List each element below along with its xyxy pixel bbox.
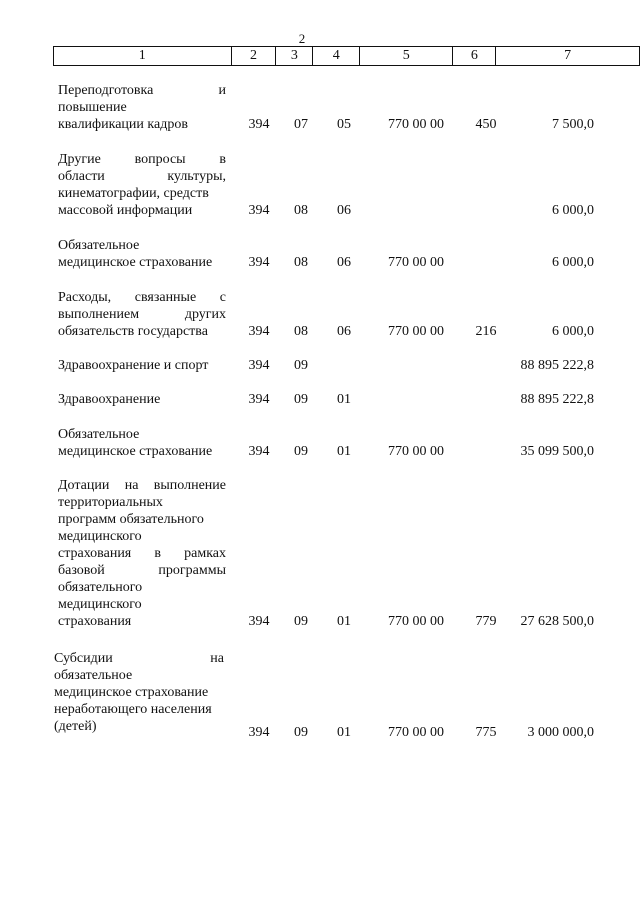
row-name-line: обязательств государства [58, 324, 208, 339]
row-name-line: медицинское страхование [58, 255, 213, 270]
cell-c6: 450 [475, 117, 497, 132]
row-name [58, 477, 226, 630]
table-row [0, 650, 640, 740]
cell-c4: 06 [337, 324, 351, 339]
cell-c7: 7 500,0 [552, 117, 594, 132]
row-name-line: Субсидии на [54, 651, 224, 666]
row-name-line: массовой информации [58, 203, 193, 218]
row-name-line: Расходы, связанные с [58, 290, 226, 305]
row-name-line: программ обязательного [58, 512, 204, 527]
row-name-line: медицинского [58, 597, 142, 612]
cell-c2: 394 [248, 444, 270, 459]
row-name-line: (детей) [54, 719, 97, 734]
row-name-line: Обязательное [58, 427, 140, 442]
table-row [0, 289, 640, 340]
cell-c7: 88 895 222,8 [520, 392, 594, 407]
cell-c6: 216 [475, 324, 497, 339]
cell-c4: 06 [337, 203, 351, 218]
table-row [0, 82, 640, 133]
cell-c4: 01 [337, 725, 351, 740]
row-name [58, 151, 226, 219]
header-row [54, 47, 640, 66]
cell-c7: 6 000,0 [552, 324, 594, 339]
cell-c7: 35 099 500,0 [520, 444, 594, 459]
row-name-line: территориальных [58, 495, 163, 510]
header-cell-2: 2 [231, 47, 276, 66]
cell-c5: 770 00 00 [388, 725, 444, 740]
row-name-line: страхования в рамках [58, 546, 226, 561]
row-name-line: выполнением других [58, 307, 226, 322]
header-cell-4: 4 [313, 47, 360, 66]
cell-c3: 08 [294, 324, 308, 339]
row-name-line: страхования [58, 614, 132, 629]
cell-c4: 06 [337, 255, 351, 270]
cell-c7: 6 000,0 [552, 255, 594, 270]
row-name-line: медицинское страхование [54, 685, 209, 700]
table-row [0, 237, 640, 271]
row-name [58, 391, 226, 408]
cell-c2: 394 [248, 614, 270, 629]
cell-c3: 08 [294, 255, 308, 270]
cell-c5: 770 00 00 [388, 444, 444, 459]
row-name [58, 82, 226, 133]
cell-c2: 394 [248, 324, 270, 339]
cell-c5: 770 00 00 [388, 255, 444, 270]
cell-c3: 09 [294, 725, 308, 740]
header-cell-6: 6 [453, 47, 496, 66]
cell-c3: 09 [294, 444, 308, 459]
row-name-line: медицинское страхование [58, 444, 213, 459]
cell-c2: 394 [248, 203, 270, 218]
row-name-line: Здравоохранение и спорт [58, 358, 209, 373]
cell-c4: 01 [337, 444, 351, 459]
cell-c6: 775 [475, 725, 497, 740]
row-name-line: медицинского [58, 529, 142, 544]
cell-c4: 01 [337, 392, 351, 407]
table-row [0, 357, 640, 374]
row-name [58, 357, 238, 374]
row-name-line: квалификации кадров [58, 117, 188, 132]
row-name [58, 289, 226, 340]
header-cell-3: 3 [276, 47, 313, 66]
header-cell-7: 7 [496, 47, 640, 66]
row-name-line: базовой программы [58, 563, 226, 578]
cell-c7: 6 000,0 [552, 203, 594, 218]
cell-c5: 770 00 00 [388, 324, 444, 339]
cell-c2: 394 [248, 725, 270, 740]
cell-c2: 394 [248, 358, 270, 373]
cell-c3: 07 [294, 117, 308, 132]
cell-c5: 770 00 00 [388, 614, 444, 629]
cell-c4: 01 [337, 614, 351, 629]
row-name-line: повышение [58, 100, 127, 115]
row-name-line: Переподготовка и [58, 83, 226, 98]
cell-c3: 09 [294, 392, 308, 407]
row-name-line: обязательное [54, 668, 133, 683]
cell-c3: 09 [294, 358, 308, 373]
row-name-line: Обязательное [58, 238, 140, 253]
header-cell-5: 5 [360, 47, 453, 66]
row-name-line: области культуры, [58, 169, 226, 184]
row-name [58, 237, 226, 271]
row-name-line: Другие вопросы в [58, 152, 226, 167]
column-number-header [53, 46, 640, 66]
cell-c7: 27 628 500,0 [520, 614, 594, 629]
cell-c3: 08 [294, 203, 308, 218]
header-cell-1: 1 [54, 47, 232, 66]
table-row [0, 426, 640, 460]
row-name [54, 650, 224, 735]
row-name-line: обязательного [58, 580, 143, 595]
cell-c2: 394 [248, 255, 270, 270]
cell-c5: 770 00 00 [388, 117, 444, 132]
cell-c6: 779 [475, 614, 497, 629]
table-row [0, 151, 640, 219]
row-name [58, 426, 226, 460]
page-number: 2 [298, 31, 306, 46]
cell-c7: 3 000 000,0 [527, 725, 594, 740]
cell-c3: 09 [294, 614, 308, 629]
cell-c4: 05 [337, 117, 351, 132]
row-name-line: Дотации на выполнение [58, 478, 226, 493]
cell-c2: 394 [248, 392, 270, 407]
table-row [0, 391, 640, 408]
row-name-line: Здравоохранение [58, 392, 161, 407]
cell-c2: 394 [248, 117, 270, 132]
row-name-line: кинематографии, средств [58, 186, 209, 201]
table-row [0, 477, 640, 630]
row-name-line: неработающего населения [54, 702, 212, 717]
cell-c7: 88 895 222,8 [520, 358, 594, 373]
